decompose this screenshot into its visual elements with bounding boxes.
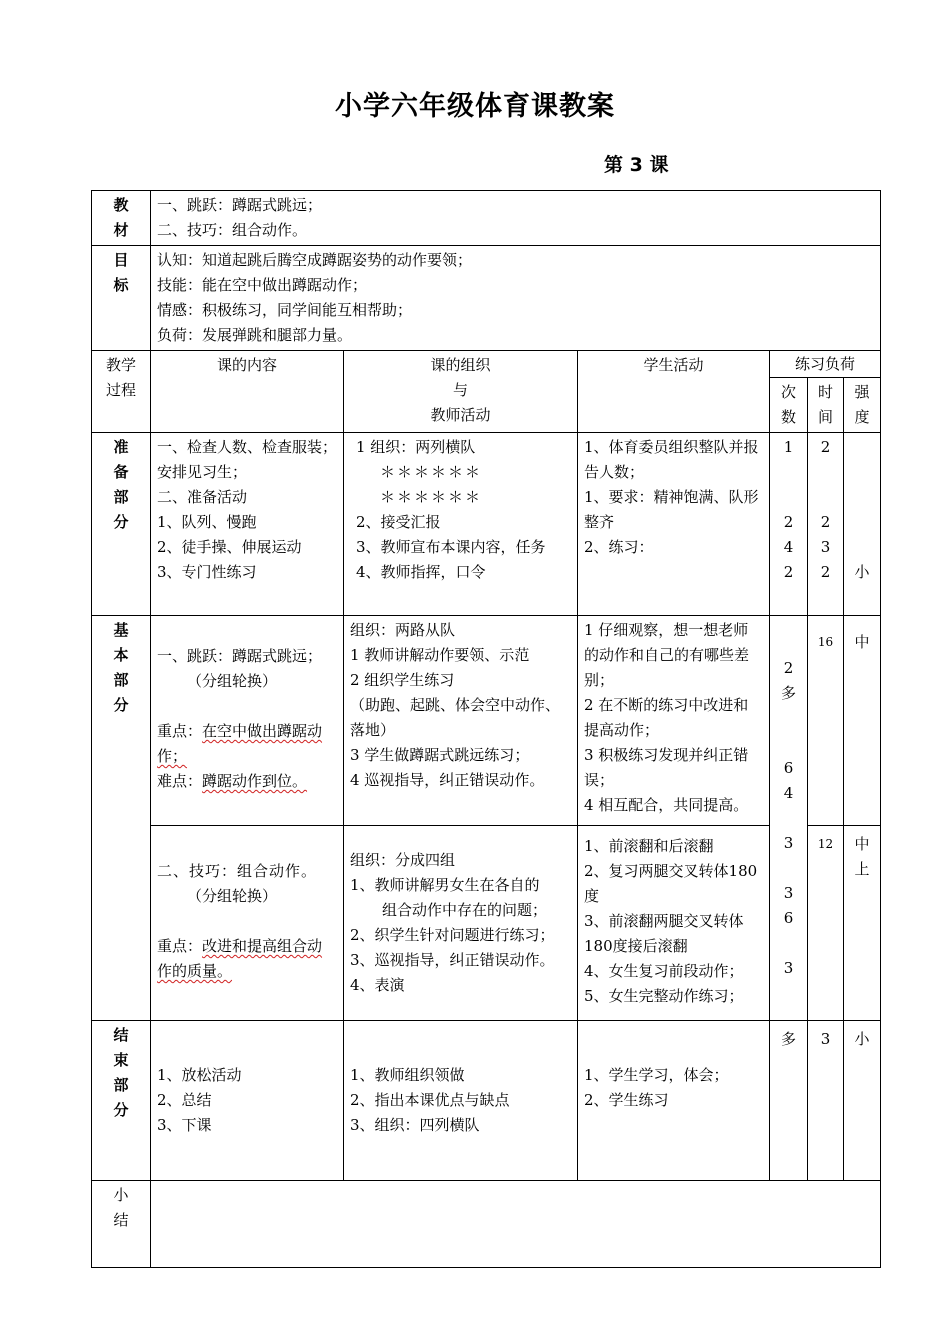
- basic-2-org-item: 组织：分成四组: [350, 851, 456, 869]
- end-time: 3: [820, 1030, 831, 1048]
- content-header: 课的内容: [151, 351, 344, 433]
- prep-label: 准备部分: [113, 438, 129, 531]
- basic-1-org-item: 组织：两路从队: [350, 621, 456, 639]
- basic-student-1: [578, 616, 770, 826]
- end-student-item: 2、学生练习: [584, 1091, 669, 1109]
- materials-label: 教材: [113, 196, 129, 239]
- end-org-item: 3、组织：四列横队: [350, 1116, 480, 1134]
- basic-2-focus: 重点：改进和提高组合动作的质量。: [157, 937, 323, 980]
- materials-item: 二、技巧：组合动作。: [157, 221, 308, 239]
- basic-time-1-cell: [808, 616, 844, 826]
- org-header-line: 与: [452, 381, 468, 399]
- basic-2-org-item: 4、表演: [350, 976, 405, 994]
- goals-row: [92, 246, 881, 351]
- basic-time-2: 12: [817, 837, 834, 851]
- basic-count: 3: [783, 834, 794, 852]
- org-header-line: 教师活动: [430, 406, 491, 424]
- basic-1-student-item: 3 积极练习发现并纠正错误；: [584, 746, 749, 789]
- prep-time: 2: [820, 563, 831, 581]
- prep-time: 2: [820, 438, 831, 456]
- basic-2-org-item: 组合动作中存在的问题；: [382, 901, 548, 919]
- prep-row: [92, 433, 881, 616]
- end-count-cell: [770, 1021, 808, 1181]
- prep-count: 2: [783, 563, 794, 581]
- basic-2-student-item: 4、女生复习前段动作；: [584, 962, 744, 980]
- basic-row-1: [92, 616, 881, 826]
- basic-2-student-item: 3、前滚翻两腿交叉转体180度接后滚翻: [584, 912, 744, 955]
- basic-content-2: [151, 826, 344, 1021]
- intensity-header-text: 强度: [854, 383, 870, 426]
- basic-1-student-item: 1 仔细观察，想一想老师的动作和自己的有哪些差别；: [584, 621, 750, 689]
- process-header-text: 教学过程: [105, 356, 136, 399]
- prep-count: 1: [783, 438, 794, 456]
- basic-1-org-item: 4 巡视指导，纠正错误动作。: [350, 771, 545, 789]
- basic-2-org-item: 2、织学生针对问题进行练习；: [350, 926, 555, 944]
- prep-content-item: 二、准备活动: [157, 488, 248, 506]
- basic-2-student-item: 2、复习两腿交叉转体180度: [584, 862, 758, 905]
- formation-stars: ＊＊＊＊＊＊: [380, 488, 483, 506]
- summary-label: 小结: [113, 1186, 129, 1229]
- prep-content-item: 一、检查人数、检查服装；安排见习生；: [157, 438, 338, 481]
- goals-label: 目标: [113, 251, 129, 294]
- end-content-item: 3、下课: [157, 1116, 212, 1134]
- prep-content: [151, 433, 344, 616]
- org-header-line: 课的组织: [430, 356, 491, 374]
- basic-count: 多: [780, 684, 796, 702]
- basic-count: 6: [783, 759, 794, 777]
- end-time-cell: [808, 1021, 844, 1181]
- basic-org-2: [344, 826, 578, 1021]
- goal-item: 认知：知道起跳后腾空成蹲踞姿势的动作要领；: [157, 251, 473, 269]
- end-row: [92, 1021, 881, 1181]
- prep-content-item: 3、专门性练习: [157, 563, 257, 581]
- basic-1-focus: 重点：在空中做出蹲踞动作；: [157, 722, 323, 765]
- time-header: [808, 378, 844, 433]
- summary-row: [92, 1181, 881, 1268]
- page-title: 小学六年级体育课教案: [335, 91, 615, 122]
- goals-content: [151, 246, 881, 351]
- basic-1-org-item: 2 组织学生练习: [350, 671, 455, 689]
- org-header: [344, 351, 578, 433]
- formation-stars: ＊＊＊＊＊＊: [380, 463, 483, 481]
- prep-count: 2: [783, 513, 794, 531]
- end-label: 结束部分: [113, 1026, 129, 1119]
- intensity-header: [844, 378, 881, 433]
- basic-1-difficulty: 难点：蹲踞动作到位。: [157, 772, 308, 790]
- basic-counts: [770, 616, 808, 1021]
- process-header: [92, 351, 151, 433]
- basic-time-2-cell: [808, 826, 844, 1021]
- basic-org-1: [344, 616, 578, 826]
- end-intensity: 小: [854, 1030, 870, 1048]
- basic-2-title: 二、技巧：组合动作。: [157, 862, 318, 880]
- end-org: [344, 1021, 578, 1181]
- prep-student: [578, 433, 770, 616]
- materials-label-cell: [92, 191, 151, 246]
- basic-time-1: 16: [817, 635, 834, 649]
- basic-label: 基本部分: [113, 621, 129, 714]
- prep-counts: [770, 433, 808, 616]
- basic-intensity-1: 中: [854, 633, 870, 651]
- end-org-item: 2、指出本课优点与缺点: [350, 1091, 510, 1109]
- basic-1-student-item: 4 相互配合，共同提高。: [584, 796, 749, 814]
- materials-item: 一、跳跃：蹲踞式跳远；: [157, 196, 323, 214]
- student-header: 学生活动: [578, 351, 770, 433]
- basic-count: 4: [783, 784, 794, 802]
- basic-content-1: [151, 616, 344, 826]
- basic-intensity-2: 中上: [854, 835, 870, 878]
- lesson-plan-table: [91, 190, 881, 1268]
- basic-2-org-item: 3、巡视指导，纠正错误动作。: [350, 951, 555, 969]
- summary-content: [151, 1181, 881, 1268]
- basic-count: 3: [783, 959, 794, 977]
- materials-content: [151, 191, 881, 246]
- count-header-text: 次数: [780, 383, 796, 426]
- basic-count: 6: [783, 909, 794, 927]
- basic-intensity-1-cell: [844, 616, 881, 826]
- basic-intensity-2-cell: [844, 826, 881, 1021]
- end-student-item: 1、学生学习，体会；: [584, 1066, 729, 1084]
- prep-student-item: 1、体育委员组织整队并报告人数；: [584, 438, 759, 481]
- prep-times: [808, 433, 844, 616]
- basic-student-2: [578, 826, 770, 1021]
- end-count: 多: [780, 1030, 796, 1048]
- prep-org-item: 3、教师宣布本课内容，任务: [356, 538, 546, 556]
- goals-label-cell: [92, 246, 151, 351]
- goal-item: 技能：能在空中做出蹲踞动作；: [157, 276, 368, 294]
- prep-org-item: 2、接受汇报: [356, 513, 441, 531]
- lesson-number: 第 3 课: [604, 154, 669, 176]
- basic-1-subtitle: （分组轮换）: [187, 672, 278, 690]
- basic-1-org-item: 3 学生做蹲踞式跳远练习；: [350, 746, 530, 764]
- end-student: [578, 1021, 770, 1181]
- prep-org-item: 1 组织：两列横队: [356, 438, 476, 456]
- summary-label-cell: [92, 1181, 151, 1268]
- end-intensity-cell: [844, 1021, 881, 1181]
- end-org-item: 1、教师组织领做: [350, 1066, 465, 1084]
- basic-count: 3: [783, 884, 794, 902]
- end-content-item: 2、总结: [157, 1091, 212, 1109]
- time-header-text: 时间: [817, 383, 833, 426]
- goal-item: 情感：积极练习，同学间能互相帮助；: [157, 301, 413, 319]
- prep-org-item: 4、教师指挥，口令: [356, 563, 486, 581]
- basic-count: 2: [783, 659, 794, 677]
- materials-row: [92, 191, 881, 246]
- prep-label-cell: [92, 433, 151, 616]
- goal-item: 负荷：发展弹跳和腿部力量。: [157, 326, 353, 344]
- basic-row-2: [92, 826, 881, 1021]
- header-row-1: [92, 351, 881, 378]
- basic-2-student-item: 1、前滚翻和后滚翻: [584, 837, 714, 855]
- prep-time: 2: [820, 513, 831, 531]
- end-content-item: 1、放松活动: [157, 1066, 242, 1084]
- prep-content-item: 1、队列、慢跑: [157, 513, 257, 531]
- prep-student-item: 1、要求：精神饱满、队形整齐: [584, 488, 759, 531]
- count-header: [770, 378, 808, 433]
- load-header: 练习负荷: [770, 351, 881, 378]
- basic-1-org-item: 1 教师讲解动作要领、示范: [350, 646, 530, 664]
- basic-2-subtitle: （分组轮换）: [187, 887, 278, 905]
- prep-student-item: 2、练习：: [584, 538, 654, 556]
- prep-count: 4: [783, 538, 794, 556]
- basic-2-org-item: 1、教师讲解男女生在各自的: [350, 876, 540, 894]
- prep-content-item: 2、徒手操、伸展运动: [157, 538, 302, 556]
- basic-1-org-item: （助跑、起跳、体会空中动作、落地）: [350, 696, 561, 739]
- prep-intensity-cell: [844, 433, 881, 616]
- prep-intensity: 小: [854, 563, 870, 581]
- basic-1-title: 一、跳跃：蹲踞式跳远；: [157, 647, 323, 665]
- basic-1-student-item: 2 在不断的练习中改进和提高动作；: [584, 696, 749, 739]
- prep-time: 3: [820, 538, 831, 556]
- prep-org: [344, 433, 578, 616]
- basic-label-cell: [92, 616, 151, 1021]
- basic-2-student-item: 5、女生完整动作练习；: [584, 987, 744, 1005]
- end-content: [151, 1021, 344, 1181]
- end-label-cell: [92, 1021, 151, 1181]
